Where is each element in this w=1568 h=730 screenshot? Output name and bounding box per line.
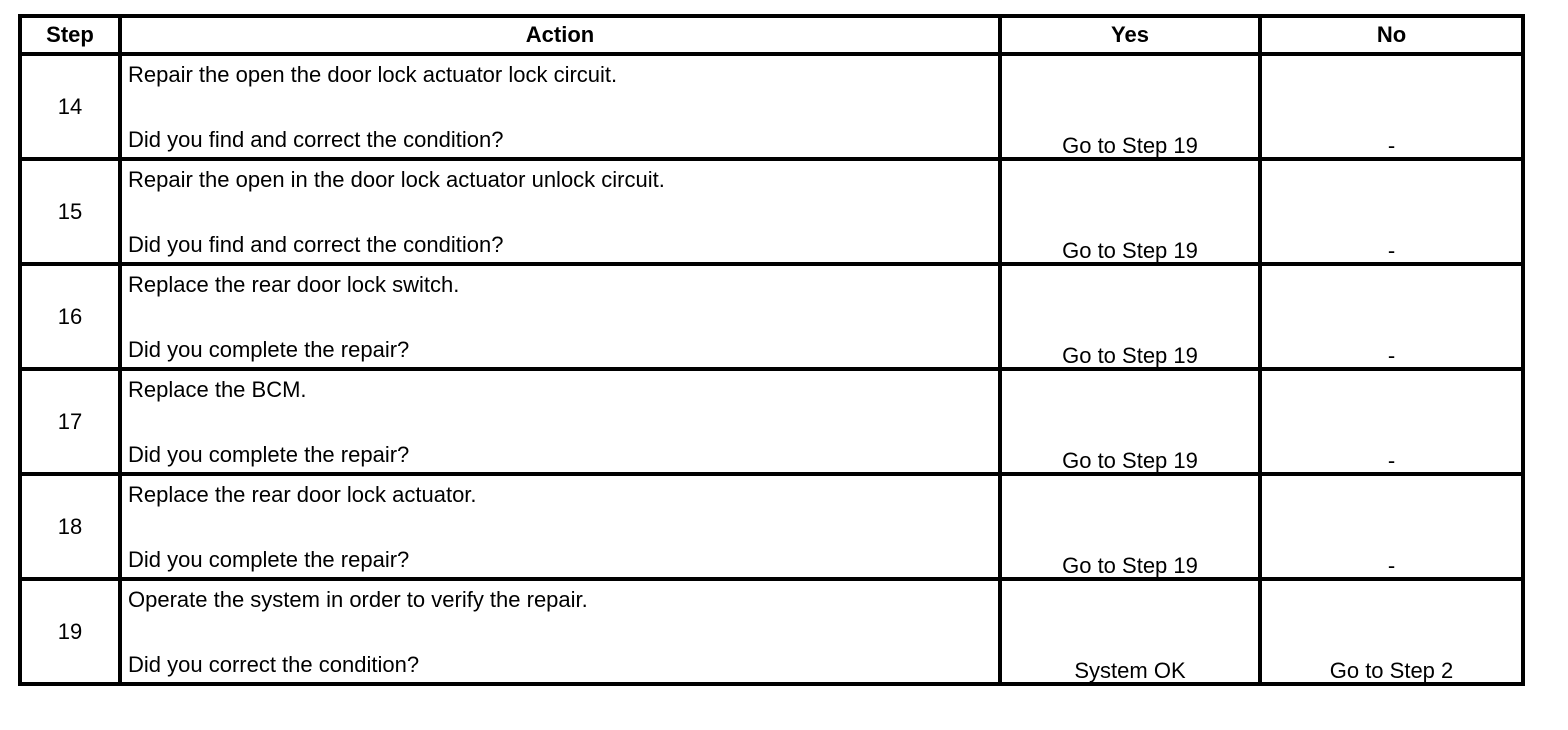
- step-number: 17: [20, 369, 120, 474]
- action-instruction: Replace the rear door lock actuator.: [128, 482, 477, 507]
- action-instruction: Operate the system in order to verify the repair.: [128, 587, 588, 612]
- action-question: Did you find and correct the condition?: [128, 127, 504, 152]
- step-number: 18: [20, 474, 120, 579]
- yes-result: Go to Step 19: [1000, 369, 1260, 474]
- header-action: Action: [120, 16, 1000, 54]
- table-row: [20, 159, 1523, 264]
- action-cell: [120, 579, 1000, 684]
- yes-result: System OK: [1000, 579, 1260, 684]
- yes-result: Go to Step 19: [1000, 54, 1260, 159]
- action-question: Did you complete the repair?: [128, 547, 410, 572]
- action-cell: [120, 54, 1000, 159]
- no-result: -: [1260, 474, 1523, 579]
- table-row: [20, 474, 1523, 579]
- action-question: Did you correct the condition?: [128, 652, 420, 677]
- action-question: Did you find and correct the condition?: [128, 232, 504, 257]
- header-no: No: [1260, 16, 1523, 54]
- table-row: [20, 264, 1523, 369]
- step-number: 14: [20, 54, 120, 159]
- table-row: [20, 579, 1523, 684]
- yes-result: Go to Step 19: [1000, 159, 1260, 264]
- action-instruction: Replace the BCM.: [128, 377, 307, 402]
- action-question: Did you complete the repair?: [128, 442, 410, 467]
- no-result: -: [1260, 264, 1523, 369]
- action-instruction: Replace the rear door lock switch.: [128, 272, 460, 297]
- no-result: -: [1260, 159, 1523, 264]
- header-yes: Yes: [1000, 16, 1260, 54]
- header-step: Step: [20, 16, 120, 54]
- action-cell: [120, 474, 1000, 579]
- no-result: -: [1260, 369, 1523, 474]
- action-question: Did you complete the repair?: [128, 337, 410, 362]
- action-cell: [120, 159, 1000, 264]
- action-cell: [120, 264, 1000, 369]
- action-instruction: Repair the open the door lock actuator lock circuit.: [128, 62, 618, 87]
- action-instruction: Repair the open in the door lock actuator unlock circuit.: [128, 167, 665, 192]
- no-result: Go to Step 2: [1260, 579, 1523, 684]
- diagnostic-table: [18, 14, 1525, 686]
- step-number: 19: [20, 579, 120, 684]
- step-number: 16: [20, 264, 120, 369]
- yes-result: Go to Step 19: [1000, 474, 1260, 579]
- step-number: 15: [20, 159, 120, 264]
- no-result: -: [1260, 54, 1523, 159]
- table-row: [20, 54, 1523, 159]
- table-row: [20, 369, 1523, 474]
- header-row: [20, 16, 1523, 54]
- action-cell: [120, 369, 1000, 474]
- yes-result: Go to Step 19: [1000, 264, 1260, 369]
